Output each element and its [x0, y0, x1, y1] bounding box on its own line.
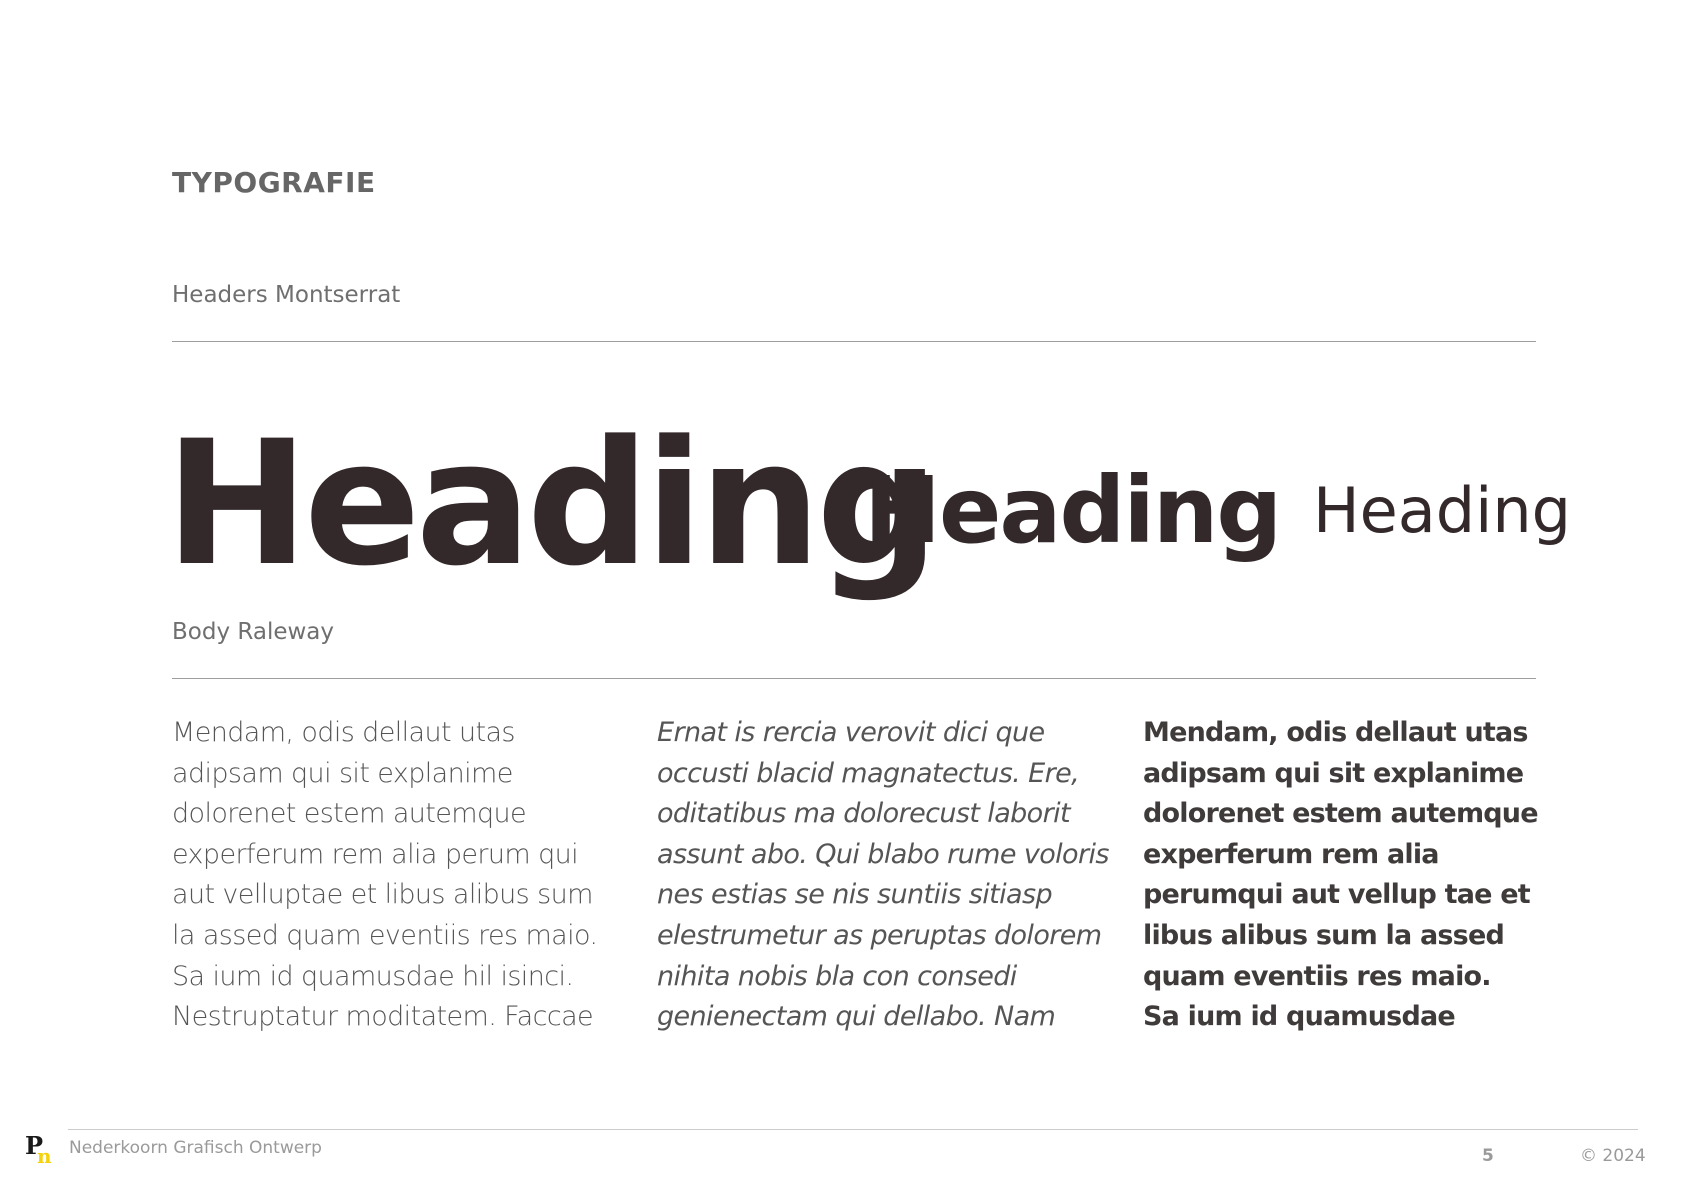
- body-text-line: dolorenet estem autemque: [172, 798, 527, 830]
- body-text-line: assunt abo. Qui blabo rume voloris: [657, 838, 1109, 870]
- body-text-line: Sa ium id quamusdae hil isinci.: [172, 960, 574, 992]
- body-text-line: Ernat is rercia verovit dici que: [657, 717, 1045, 748]
- page-number: 5: [1482, 1146, 1494, 1166]
- body-text-line: experferum rem alia perum qui: [172, 838, 579, 870]
- body-sample-bold: [1143, 713, 1603, 1038]
- body-text-line: Mendam, odis dellaut utas: [172, 717, 515, 748]
- svg-text:P: P: [25, 1132, 44, 1160]
- body-sample-italic: [657, 713, 1117, 1038]
- body-divider: [172, 678, 1536, 679]
- headers-font-label: Headers Montserrat: [172, 282, 401, 308]
- body-font-label: Body Raleway: [172, 619, 334, 645]
- body-text-line: dolorenet estem autemque: [1143, 798, 1538, 830]
- body-text-line: adipsam qui sit explanime: [1143, 757, 1524, 789]
- heading-sample-extra-bold: Heading: [165, 403, 935, 604]
- body-text-line: perumqui aut vellup tae et: [1143, 879, 1530, 911]
- body-text-line: la assed quam eventiis res maio.: [172, 919, 598, 951]
- body-text-line: nihita nobis bla con consedi: [657, 960, 1017, 992]
- headers-divider: [172, 341, 1536, 342]
- heading-sample-bold: Heading: [864, 457, 1281, 564]
- body-text-line: Nestruptatur moditatem. Faccae: [172, 1001, 594, 1033]
- body-sample-regular: [172, 713, 632, 1038]
- body-text-line: occusti blacid magnatectus. Ere,: [657, 757, 1080, 789]
- company-logo: [25, 1132, 61, 1166]
- body-text-line: libus alibus sum la assed: [1143, 919, 1504, 951]
- body-text-line: aut velluptae et libus alibus sum: [172, 879, 593, 911]
- body-text-line: elestrumetur as peruptas dolorem: [657, 919, 1102, 951]
- copyright: © 2024: [1580, 1146, 1646, 1166]
- body-text-line: genienectam qui dellabo. Nam: [657, 1001, 1056, 1033]
- footer-divider: [68, 1129, 1638, 1130]
- body-text-line: adipsam qui sit explanime: [172, 757, 513, 789]
- svg-text:n: n: [37, 1144, 52, 1166]
- section-title: TYPOGRAFIE: [172, 166, 376, 199]
- body-text-line: Sa ium id quamusdae: [1143, 1001, 1455, 1033]
- body-text-line: nes estias se nis suntiis sitiasp: [657, 879, 1052, 911]
- heading-sample-regular: Heading: [1313, 474, 1571, 547]
- body-text-line: experferum rem alia: [1143, 838, 1439, 870]
- body-text-line: oditatibus ma dolorecust laborit: [657, 798, 1070, 830]
- body-text-line: quam eventiis res maio.: [1143, 960, 1491, 992]
- body-text-line: Mendam, odis dellaut utas: [1143, 717, 1528, 748]
- footer-company-name: Nederkoorn Grafisch Ontwerp: [69, 1138, 322, 1158]
